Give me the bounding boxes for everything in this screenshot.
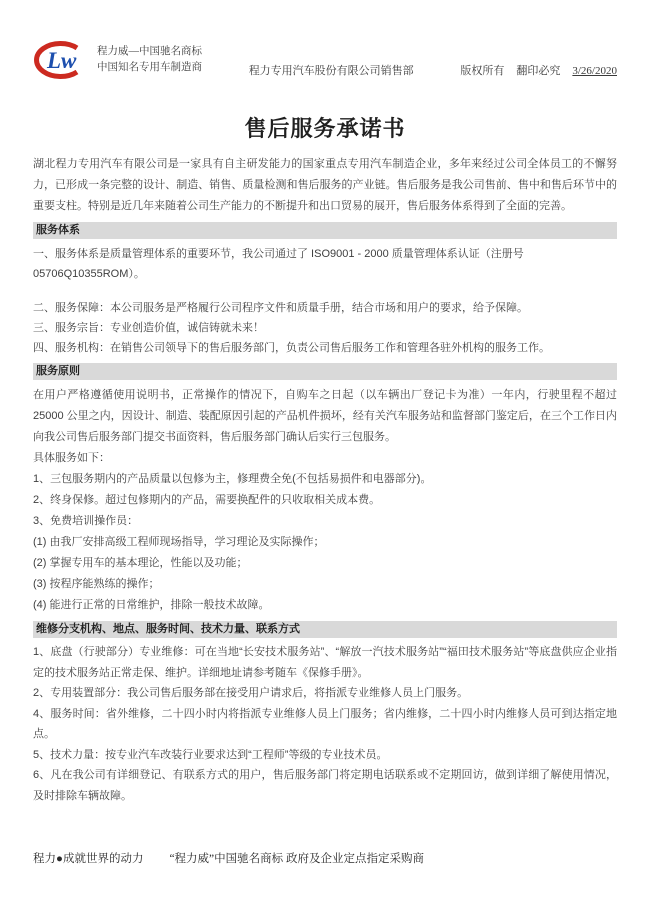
list-item: 2、终身保修。超过包修期内的产品，需要换配件的只收取相关成本费。 [33,494,381,506]
section-heading-service-system: 服务体系 [33,222,617,239]
list-item: 1、底盘（行驶部分）专业维修：可在当地“长安技术服务站”、“解放一汽技术服务站”“福田技术服务站”等底盘供应企业指定的技术服务站正常走保、维护。详细地址请参考随车《保修手册》。 [33,646,617,679]
list-item: 6、凡在我公司有详细登记、有联系方式的用户，售后服务部门将定期电话联系或不定期回访，做到详细了解使用情况，及时排除车辆故障。 [33,769,617,802]
list-item: 一、服务体系是质量管理体系的重要环节，我公司通过了 ISO9001 - 2000 质量管理体系认证（注册号 05706Q10355ROM）。 [33,248,524,280]
footer-trademark: “程力威”中国驰名商标 政府及企业定点指定采购商 [169,853,425,865]
brand-slogan [97,44,202,76]
document-header [33,0,617,80]
page-title: 售后服务承诺书 [244,116,406,141]
document-date: 3/26/2020 [572,65,617,77]
list-subitem: (1) 由我厂安排高级工程师现场指导，学习理论及实际操作； [33,536,325,548]
list-subitem: (3) 按程序能熟练的操作； [33,578,160,590]
list-item: 三、服务宗旨：专业创造价值，诚信铸就未来！ [33,322,264,334]
list-item: 5、技术力量：按专业汽车改装行业要求达到“工程师”等级的专业技术员。 [33,748,388,761]
footer-slogan: 程力●成就世界的动力 [33,853,144,865]
brand-line2: 中国知名专用车制造商 [97,62,202,73]
intro-paragraph: 湖北程力专用汽车有限公司是一家具有自主研发能力的国家重点专用汽车制造企业，多年来经过公司全体员工的不懈努力，已形成一条完整的设计、制造、销售、质量检测和售后服务的产业链。售后服务是我公司售前、售中和售后环节中的重要支柱。特别是近几年来随着公司生产能力的不断提升和出口贸易的展开，售后服务体系得到了全面的完善。 [33,158,617,212]
list-item: 二、服务保障：本公司服务是严格履行公司程序文件和质量手册，结合市场和用户的要求，给予保障。 [33,302,528,314]
rights-label: 版权所有 [460,65,505,77]
subtitle: 具体服务如下： [33,452,110,464]
department-title: 程力专用汽车股份有限公司销售部 [248,65,414,77]
copyright-note [460,62,617,80]
company-logo [33,40,202,80]
list-item: 4、服务时间：省外维修，二十四小时内将指派专业维修人员上门服务；省内维修，二十四小时内维修人员可到达指定地点。 [33,707,617,740]
principles-paragraph: 在用户严格遵循使用说明书，正常操作的情况下，自购车之日起（以车辆出厂登记卡为准）一年内，行驶里程不超过 25000 公里之内，因设计、制造、装配原因引起的产品机件损坏，经有关汽车服务站和监督部门鉴定后，在三个工作日内向我公司售后服务部门提交书面资料，售后服务部门确认后实行三包服务。 [33,389,617,443]
section-heading-repair-branches: 维修分支机构、地点、服务时间、技术力量、联系方式 [33,621,617,638]
clw-logo-icon [33,40,89,80]
reprint-label: 翻印必究 [516,65,561,77]
list-subitem: (4) 能进行正常的日常维护，排除一般技术故障。 [33,599,270,611]
list-item: 2、专用装置部分：我公司售后服务部在接受用户请求后，将指派专业维修人员上门服务。 [33,687,469,699]
list-item: 3、免费培训操作员： [33,515,139,527]
document-footer [33,850,617,866]
list-subitem: (2) 掌握专用车的基本理论，性能以及功能； [33,557,248,569]
list-item: 1、三包服务期内的产品质量以包修为主，修理费全免(不包括易损件和电器部分)。 [33,473,432,485]
section-heading-service-principles: 服务原则 [33,363,617,380]
svg-text:Lw: Lw [47,48,77,73]
brand-line1: 程力威—中国驰名商标 [97,46,202,57]
list-item: 四、服务机构：在销售公司领导下的售后服务部门，负责公司售后服务工作和管理各驻外机构的服务工作。 [33,342,550,354]
